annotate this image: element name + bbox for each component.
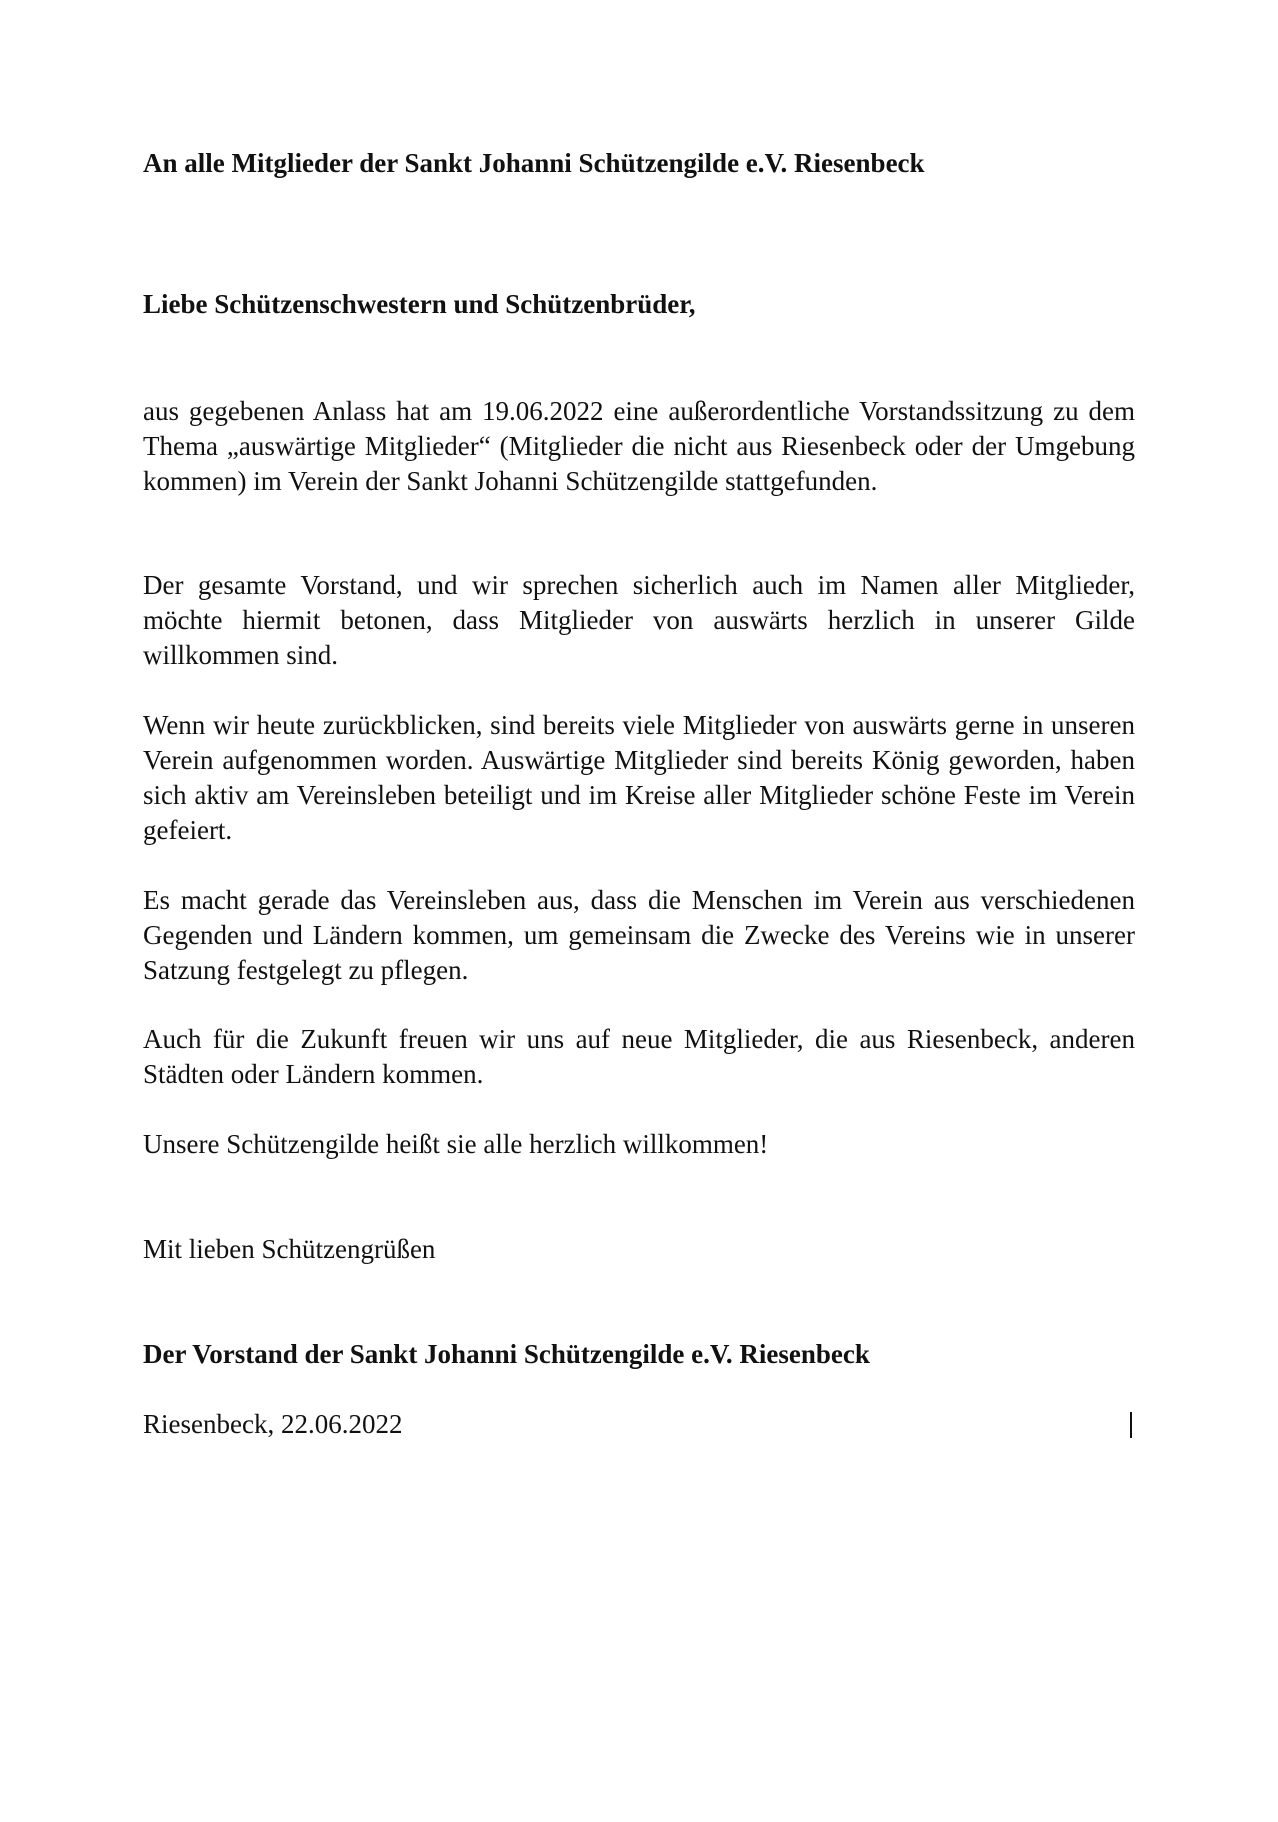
paragraph-future: Auch für die Zukunft freuen wir uns auf neue Mitglieder, die aus Riesenbeck, anderen Städten oder Ländern kommen. [143, 1024, 1135, 1089]
signature-line: Der Vorstand der Sankt Johanni Schützengilde e.V. Riesenbeck [143, 1339, 870, 1369]
paragraph-welcome: Der gesamte Vorstand, und wir sprechen sicherlich auch im Namen aller Mitglieder, möchte hiermit betonen, dass Mitglieder von auswärts herzlich in unserer Gilde willkommen sind. [143, 570, 1135, 670]
paragraph-history: Wenn wir heute zurückblicken, sind bereits viele Mitglieder von auswärts gerne in unseren Verein aufgenommen worden. Auswärtige Mitglieder sind bereits König geworden, haben sich aktiv am Vereinsleben beteiligt und im Kreise aller Mitglieder schöne Feste im Verein gefeiert. [143, 710, 1135, 845]
closing-greeting: Mit lieben Schützengrüßen [143, 1234, 436, 1264]
text-cursor [1130, 1412, 1132, 1438]
paragraph-diversity: Es macht gerade das Vereinsleben aus, dass die Menschen im Verein aus verschiedenen Gegenden und Ländern kommen, um gemeinsam die Zwecke des Vereins wie in unserer Satzung festgelegt zu pflegen. [143, 885, 1135, 985]
paragraph-meeting: aus gegebenen Anlass hat am 19.06.2022 eine außerordentliche Vorstandssitzung zu dem Thema „auswärtige Mitglieder“ (Mitglieder die nicht aus Riesenbeck oder der Umgebung kommen) im Verein der Sankt Johanni Schützengilde stattgefunden. [143, 396, 1135, 496]
salutation: Liebe Schützenschwestern und Schützenbrüder, [143, 289, 696, 319]
place-date-line: Riesenbeck, 22.06.2022 [143, 1409, 403, 1439]
paragraph-closing-statement: Unsere Schützengilde heißt sie alle herzlich willkommen! [143, 1129, 769, 1159]
addressee-line: An alle Mitglieder der Sankt Johanni Schützengilde e.V. Riesenbeck [143, 148, 925, 178]
